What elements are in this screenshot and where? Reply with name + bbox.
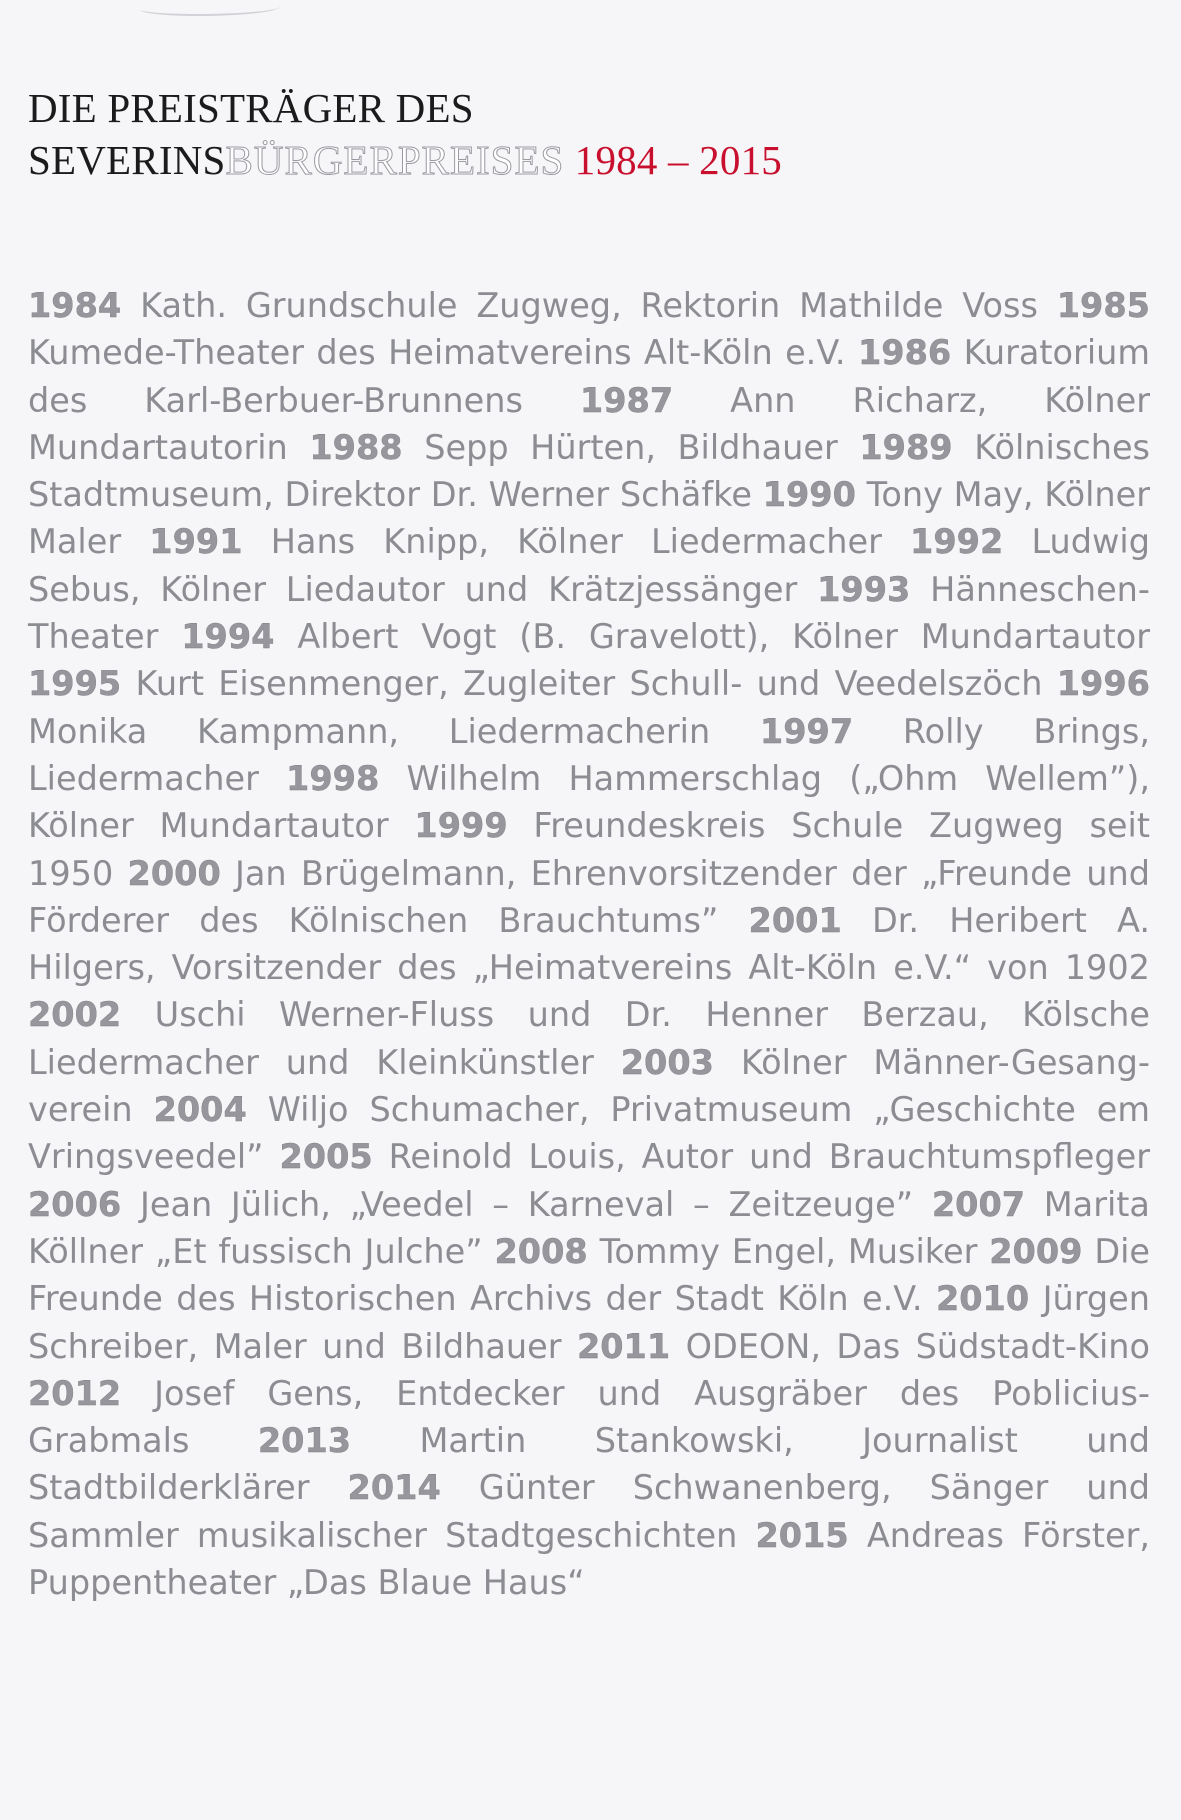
award-recipient: Kölner Männer-Gesangverein [28,1042,1151,1130]
award-recipient: Tony May, Kölner Maler [28,475,1150,562]
award-year: 2008 [494,1231,588,1271]
award-year: 2005 [279,1137,373,1177]
award-entry [28,1185,913,1224]
award-recipient: Hans Knipp, Kölner Liedermacher [270,522,882,562]
award-year: 1985 [1056,286,1150,325]
award-year: 1999 [414,806,508,846]
award-year: 1993 [817,569,911,609]
award-recipient: Sepp Hürten, Bildhauer [424,427,838,467]
award-entry [28,664,1042,703]
title-year-range: 1984 – 2015 [574,137,782,183]
award-year: 2006 [28,1184,122,1224]
award-year: 1992 [910,522,1004,562]
award-year: 1995 [28,664,122,704]
award-entry [279,1137,1150,1176]
award-year: 1996 [1056,664,1150,704]
award-year: 1997 [759,711,854,751]
scan-edge-mark [140,0,280,16]
award-recipient: Martin Stankowski, Journalist und Stadtbilderklärer [28,1421,1150,1508]
award-recipient: Dr. Heribert A. Hilgers, Vorsitzender des „Heimatvereins Alt-Köln e.V.“ von 1902 [28,900,1151,988]
award-year: 1984 [28,286,122,325]
award-year: 2007 [931,1184,1026,1224]
award-recipient: Wiljo Schumacher, Privatmuseum „Geschichte em Vringsveedel” [28,1090,1151,1177]
award-year: 1987 [579,380,674,420]
award-year: 1994 [181,617,275,657]
award-recipient: Rolly Brings, Liedermacher [28,711,1150,798]
award-year: 2013 [257,1421,352,1461]
award-entry [309,428,837,467]
award-recipient: Monika Kampmann, Liedermacherin [28,711,711,751]
award-recipient: Kath. Grundschule Zugweg, Rektorin Mathilde Voss [140,286,1038,325]
title-buergerpreises: BÜRGERPREISES [225,137,565,183]
award-recipient: Günter Schwanenberg, Sänger und Sammler musikalischer Stadtgeschichten [28,1468,1150,1555]
award-year: 1990 [762,475,856,515]
award-recipient: Josef Gens, Entdecker und Ausgräber des Poblicius-Grabmals [28,1373,1150,1461]
award-year: 1991 [149,522,243,562]
award-year: 2012 [28,1373,122,1413]
award-recipient: Kurt Eisenmenger, Zugleiter Schull- und Veedelszöch [135,664,1043,704]
title-line-1: DIE PREISTRÄGER DES [28,85,474,131]
award-recipient: Uschi Werner-Fluss und Dr. Henner Berzau, Kölsche Liedermacher und Kleinkünstler [28,995,1151,1082]
award-recipient: Reinold Louis, Autor und Brauchtumspfleger [388,1137,1150,1177]
award-entry [577,1327,1150,1366]
award-recipient: Tommy Engel, Musiker [599,1231,978,1271]
award-year: 2004 [153,1090,247,1130]
award-recipient: Jean Jülich, „Veedel – Karneval – Zeitzeuge” [139,1184,914,1224]
award-year: 1989 [859,427,953,467]
award-entry [181,617,1150,656]
award-recipient: Marita Köllner „Et fussisch Julche” [28,1184,1150,1271]
award-year: 2011 [576,1326,671,1366]
award-year: 2001 [748,900,842,940]
award-recipient: Albert Vogt (B. Gravelott), Kölner Mundartautor [297,617,1150,657]
award-recipient: Wilhelm Hammerschlag („Ohm Wellem”), Kölner Mundartautor [28,758,1150,846]
award-year: 2014 [347,1468,441,1508]
page-title [28,82,1148,186]
award-recipient: Jan Brügelmann, Ehrenvorsitzender der „Freunde und Förderer des Kölnischen Brauchtums” [28,853,1150,940]
award-entry [149,522,882,561]
award-year: 1986 [857,333,952,373]
award-year: 1988 [309,427,403,467]
award-recipient: Kölnisches Stadtmuseum, Direktor Dr. Werner Schäfke [28,427,1151,515]
award-recipient: Freundeskreis Schule Zugweg seit 1950 [28,806,1150,893]
award-recipient: ODEON, Das Südstadt-Kino [685,1326,1150,1366]
award-recipient: Die Freunde des Historischen Archivs der Stadt Köln e.V. [28,1231,1151,1319]
award-entry [28,286,1038,325]
award-year: 2009 [989,1231,1083,1271]
award-recipient: Ann Richarz, Kölner Mundartautorin [28,380,1150,467]
award-year: 2002 [28,995,122,1035]
award-recipient: Kumede-Theater des Heimatvereins Alt-Köln e.V. [28,333,846,373]
award-year: 2010 [935,1279,1030,1319]
title-line-2 [28,134,1148,186]
award-year: 1998 [286,758,380,798]
award-recipient: Ludwig Sebus, Kölner Liedautor und Krätzjessänger [28,522,1150,609]
award-recipient: Andreas Förster, Puppentheater „Das Blaue Haus“ [28,1515,1150,1603]
award-recipient: Hänneschen-Theater [28,569,1150,657]
title-severins: SEVERINS [28,137,226,183]
award-year: 2003 [620,1042,714,1082]
award-winners-list [28,282,1150,1606]
award-recipient: Jürgen Schreiber, Maler und Bildhauer [28,1279,1150,1366]
award-recipient: Kuratorium des Karl-Berbuer-Brunnens [28,333,1150,420]
award-year: 2000 [127,853,221,893]
award-year: 2015 [755,1515,849,1555]
award-entry [494,1232,977,1271]
